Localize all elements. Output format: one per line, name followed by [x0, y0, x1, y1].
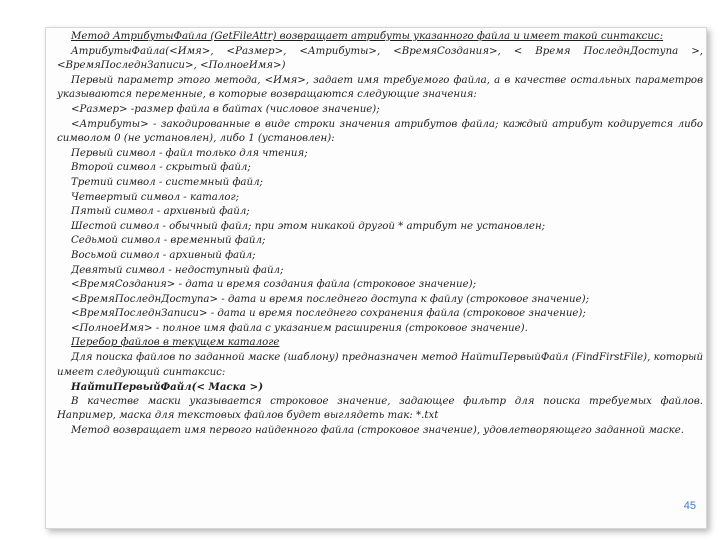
paragraph-full-name: <ПолноеИмя> - полное имя файла с указанием расширения (строковое значение). — [71, 322, 528, 334]
paragraph-getfileattr-syntax: АтрибутыФайла(<Имя>, <Размер>, <Атрибуты>, <ВремяСоздания>, < Время ПоследнДоступа >, <ВремяПоследнЗаписи>, <ПолноеИмя>) — [57, 45, 703, 72]
list-item: Первый символ - файл только для чтения; — [71, 147, 308, 159]
list-item: Пятый символ - архивный файл; — [71, 206, 250, 218]
paragraph-creation-time: <ВремяСоздания> - дата и время создания файла (строковое значение); — [71, 279, 477, 291]
paragraph-findfirstfile-intro: Для поиска файлов по заданной маске (шаблону) предназначен метод НайтиПервыйФайл (FindFirstFile), который имеет следующий синтаксис: — [57, 352, 704, 378]
slide-body — [57, 30, 703, 439]
paragraph-findfirstfile-syntax: НайтиПервыйФайл(< Маска >) — [71, 381, 264, 394]
paragraph-mask-description: В качестве маски указывается строковое значение, задающее фильтр для поиска требуемых файлов. Например, маска для текстовых файлов будет выглядеть так: *.txt — [57, 395, 703, 422]
paragraph-first-parameter: Первый параметр этого метода, <Имя>, задает имя требуемого файла, а в качестве остальных параметров указываются переменные, в которые возвращаются следующие значения: — [57, 74, 703, 101]
list-item: Третий символ - системный файл; — [71, 176, 263, 188]
section-heading-file-enumeration: Перебор файлов в текущем каталоге — [71, 337, 280, 349]
list-item: Девятый символ - недоступный файл; — [71, 264, 284, 276]
paragraph-last-write-time: <ВремяПоследнЗаписи> - дата и время последнего сохранения файла (строковое значение); — [71, 308, 586, 320]
list-item: Восьмой символ - архивный файл; — [71, 249, 256, 261]
page-number: 45 — [683, 500, 696, 512]
paragraph-size: <Размер> -размер файла в байтах (числовое значение); — [71, 103, 380, 115]
list-item: Седьмой символ - временный файл; — [71, 235, 266, 247]
list-item: Шестой символ - обычный файл; при этом никакой другой * атрибут не установлен; — [71, 220, 546, 232]
list-item: Второй символ - скрытый файл; — [71, 162, 251, 174]
paragraph-getfileattr-intro: Метод АтрибутыФайла (GetFileAttr) возвращает атрибуты указанного файла и имеет такой синтаксис: — [71, 31, 664, 42]
paragraph-return-value: Метод возвращает имя первого найденного файла (строковое значение), удовлетворяющего заданной маске. — [71, 425, 685, 437]
paragraph-last-access-time: <ВремяПоследнДоступа> - дата и время последнего доступа к файлу (строковое значение); — [71, 293, 590, 305]
list-item: Четвертый символ - каталог; — [71, 191, 240, 203]
paragraph-attributes: <Атрибуты> - закодированные в виде строки значения атрибутов файла; каждый атрибут кодируется либо символом 0 (не установлен), либо 1 (установлен): — [57, 118, 703, 145]
